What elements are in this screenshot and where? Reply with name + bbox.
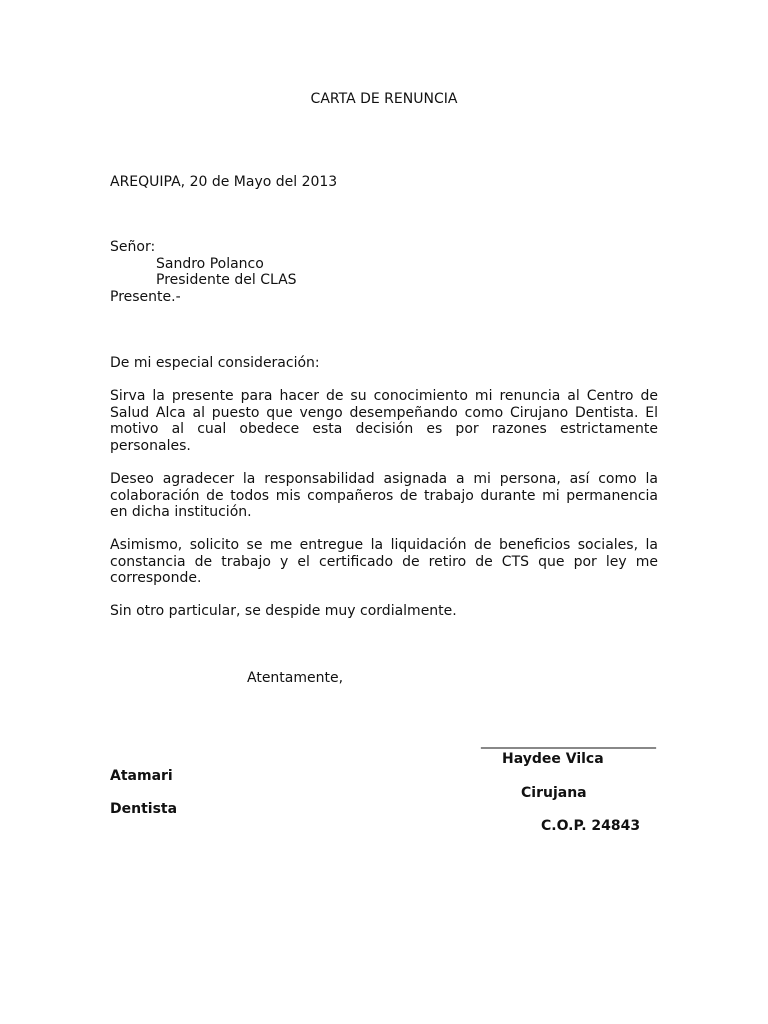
letter-title: CARTA DE RENUNCIA <box>310 91 458 107</box>
salutation: Señor: <box>110 239 156 255</box>
closing-line: Sin otro particular, se despide muy cordialmente. <box>110 603 457 619</box>
signature-title-first: Cirujana <box>521 785 587 801</box>
recipient-block <box>110 239 297 305</box>
place-date: AREQUIPA, 20 de Mayo del 2013 <box>110 174 338 190</box>
signature-cop: C.O.P. 24843 <box>541 818 641 834</box>
signature-title-second: Dentista <box>110 801 178 817</box>
regards: Atentamente, <box>247 670 344 686</box>
greeting: De mi especial consideración: <box>110 355 320 371</box>
presente: Presente.- <box>110 288 181 305</box>
signature-name-first: Haydee Vilca <box>502 751 604 767</box>
recipient-name: Sandro Polanco <box>156 255 264 272</box>
signature-line: _________________________ <box>481 733 656 749</box>
paragraph-resignation: Sirva la presente para hacer de su conocimiento mi renuncia al Centro de Salud Alca al puesto que vengo desempeñando como Cirujano Dentista. El motivo al cual obedece esta decisión es por razones estrictamente personales. <box>110 388 658 454</box>
recipient-position: Presidente del CLAS <box>156 272 297 288</box>
paragraph-request: Asimismo, solicito se me entregue la liquidación de beneficios sociales, la constancia de trabajo y el certificado de retiro de CTS que por ley me corresponde. <box>110 537 658 586</box>
paragraph-thanks: Deseo agradecer la responsabilidad asignada a mi persona, así como la colaboración de todos mis compañeros de trabajo durante mi permanencia en dicha institución. <box>110 471 658 520</box>
signature-name-last: Atamari <box>110 768 173 784</box>
